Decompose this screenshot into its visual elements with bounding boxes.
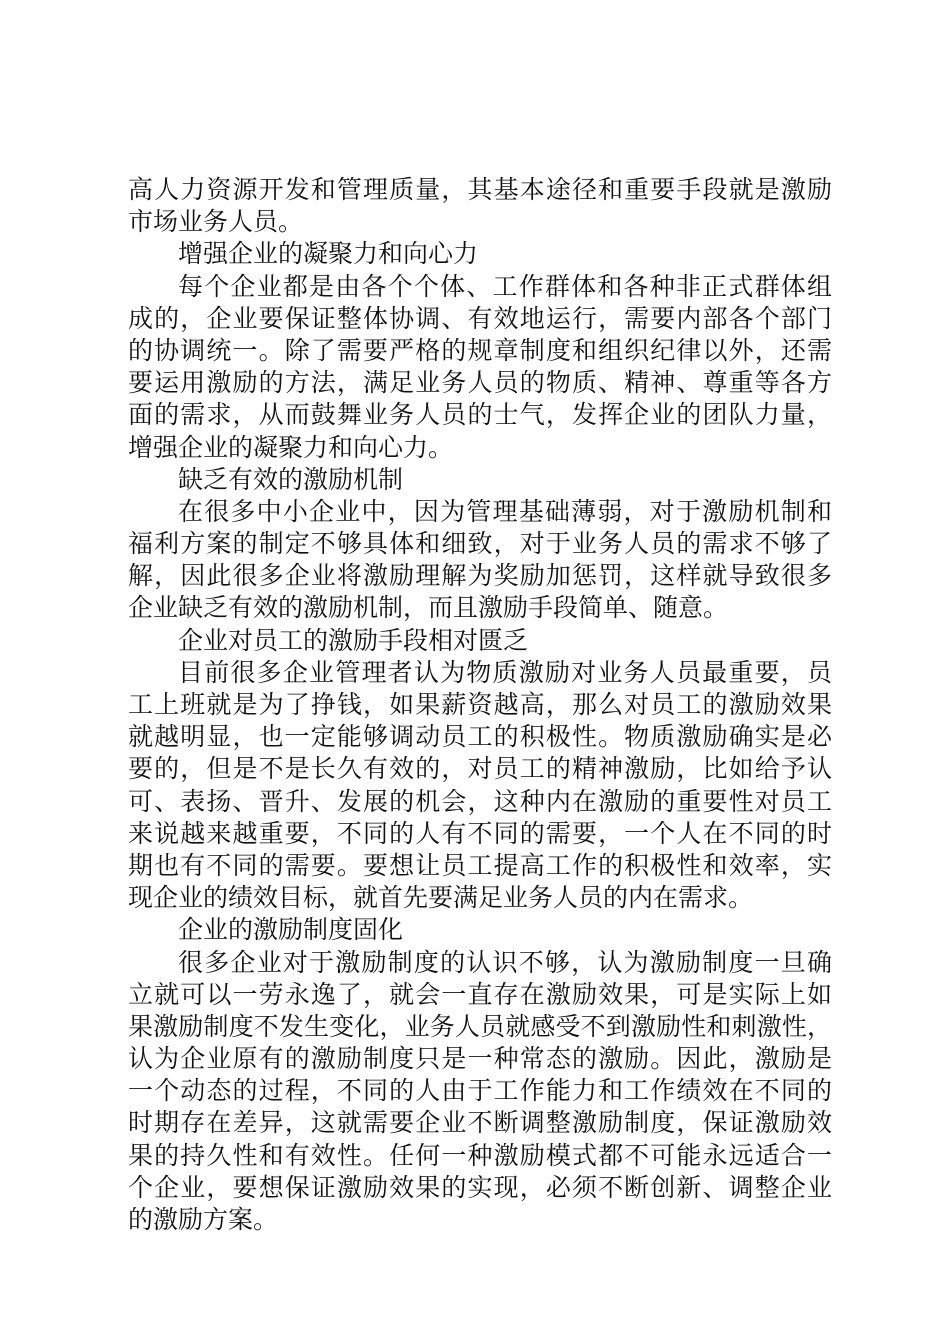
paragraph-line: 市场业务人员。 — [128, 207, 304, 237]
paragraph-line: 福利方案的制定不够具体和细致，对于业务人员的需求不够了 — [128, 529, 832, 559]
paragraph-line: 企业缺乏有效的激励机制，而且激励手段简单、随意。 — [128, 593, 729, 623]
paragraph-line: 认为企业原有的激励制度只是一种常态的激励。因此，激励是 — [128, 1044, 832, 1074]
section-heading: 企业的激励制度固化 — [178, 915, 404, 945]
paragraph-line: 增强企业的凝聚力和向心力。 — [128, 432, 454, 462]
paragraph-line: 要运用激励的方法，满足业务人员的物质、精神、尊重等各方 — [128, 368, 832, 398]
paragraph-line: 果激励制度不发生变化，业务人员就感受不到激励性和刺激性， — [128, 1011, 832, 1041]
paragraph-line: 现企业的绩效目标，就首先要满足业务人员的内在需求。 — [128, 883, 754, 913]
paragraph-line: 高人力资源开发和管理质量，其基本途径和重要手段就是激励 — [128, 175, 832, 204]
paragraph-line: 解，因此很多企业将激励理解为奖励加惩罚，这样就导致很多 — [128, 561, 832, 591]
paragraph-line: 工上班就是为了挣钱，如果薪资越高，那么对员工的激励效果 — [128, 690, 832, 719]
paragraph-line: 立就可以一劳永逸了，就会一直存在激励效果，可是实际上如 — [128, 979, 832, 1009]
section-heading: 企业对员工的激励手段相对匮乏 — [178, 625, 529, 655]
paragraph-line: 的激励方案。 — [128, 1205, 279, 1234]
paragraph-line: 个企业，要想保证激励效果的实现，必须不断创新、调整企业 — [128, 1172, 832, 1202]
paragraph-line: 每个企业都是由各个个体、工作群体和各种非正式群体组 — [178, 271, 832, 301]
paragraph-line: 就越明显，也一定能够调动员工的积极性。物质激励确实是必 — [128, 722, 832, 752]
paragraph-line: 时期存在差异，这就需要企业不断调整激励制度，保证激励效 — [128, 1108, 832, 1138]
paragraph-line: 很多企业对于激励制度的认识不够，认为激励制度一旦确 — [178, 947, 832, 977]
paragraph-line: 要的，但是不是长久有效的，对员工的精神激励，比如给予认 — [128, 754, 832, 784]
paragraph-line: 的协调统一。除了需要严格的规章制度和组织纪律以外，还需 — [128, 335, 832, 365]
paragraph-line: 在很多中小企业中，因为管理基础薄弱，对于激励机制和 — [178, 496, 832, 526]
section-heading: 缺乏有效的激励机制 — [178, 464, 404, 494]
paragraph-line: 果的持久性和有效性。任何一种激励模式都不可能永远适合一 — [128, 1140, 832, 1170]
paragraph-line: 来说越来越重要，不同的人有不同的需要，一个人在不同的时 — [128, 818, 832, 848]
paragraph-line: 期也有不同的需要。要想让员工提高工作的积极性和效率，实 — [128, 850, 832, 880]
document-page — [128, 174, 832, 1236]
section-heading: 增强企业的凝聚力和向心力 — [178, 239, 479, 269]
paragraph-line: 一个动态的过程，不同的人由于工作能力和工作绩效在不同的 — [128, 1076, 832, 1106]
paragraph-line: 目前很多企业管理者认为物质激励对业务人员最重要，员 — [178, 657, 832, 687]
paragraph-line: 成的，企业要保证整体协调、有效地运行，需要内部各个部门 — [128, 303, 832, 333]
paragraph-line: 面的需求，从而鼓舞业务人员的士气，发挥企业的团队力量， — [128, 400, 832, 430]
paragraph-line: 可、表扬、晋升、发展的机会，这种内在激励的重要性对员工 — [128, 786, 832, 816]
